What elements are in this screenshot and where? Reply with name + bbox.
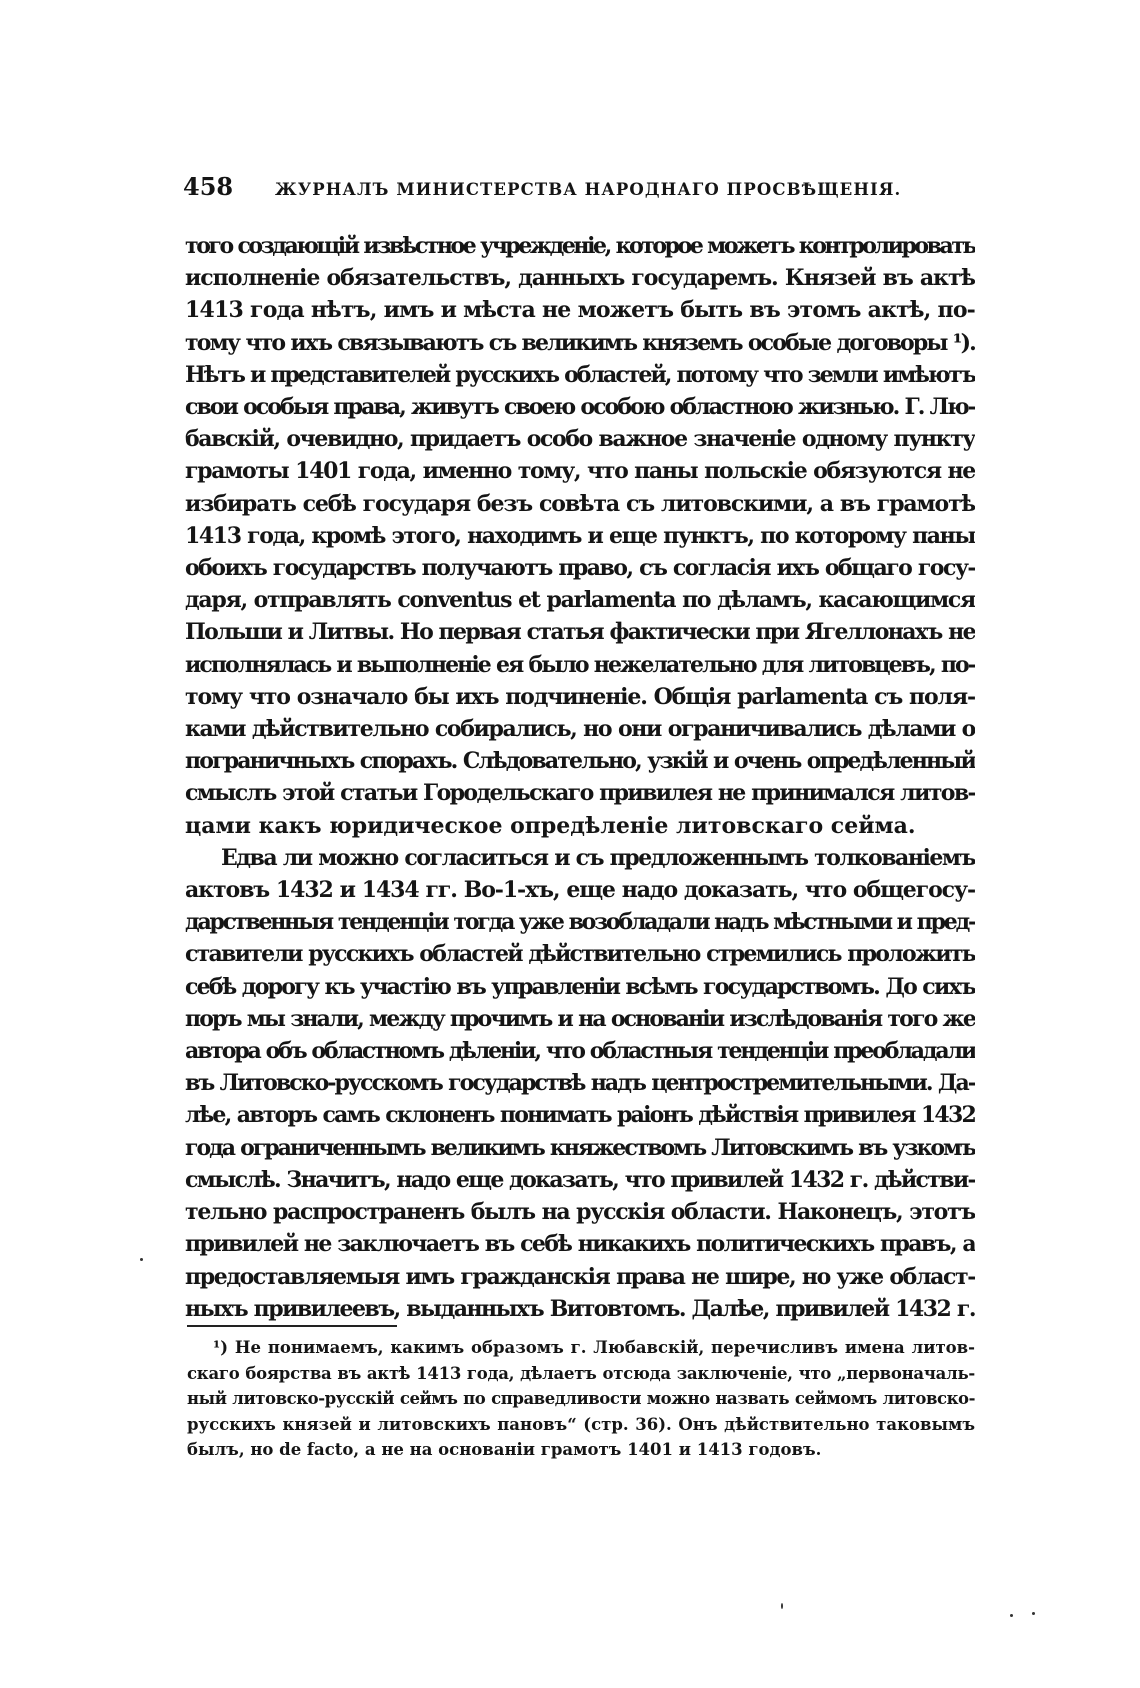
print-speck [1010, 1614, 1013, 1617]
page-header [183, 172, 978, 201]
footnote [187, 1335, 975, 1463]
text-line: свои особыя права, живутъ своею особою областною жизнью. Г. Лю- [185, 394, 975, 421]
print-speck [781, 1603, 783, 1609]
text-line: 1413 года нѣтъ, имъ и мѣста не можетъ быть въ этомъ актѣ, по- [185, 297, 975, 324]
text-line: тому что ихъ связываютъ съ великимъ княземъ особые договоры ¹). [185, 329, 975, 356]
footnote-line: скаго боярства въ актѣ 1413 года, дѣлаетъ отсюда заключеніе, что „первоначаль- [187, 1363, 975, 1383]
text-line: ныхъ привилеевъ, выданныхъ Витовтомъ. Далѣе, привилей 1432 г. [185, 1295, 975, 1322]
text-line: дарственныя тенденціи тогда уже возобладали надъ мѣстными и пред- [185, 909, 975, 936]
text-line: актовъ 1432 и 1434 гг. Во-1-хъ, еще надо доказать, что общегосу- [185, 877, 975, 904]
text-line: исполненіе обязательствъ, данныхъ государемъ. Князей въ актѣ [185, 265, 975, 292]
footnote-line: ный литовско-русскій сеймъ по справедливости можно назвать сеймомъ литовско- [187, 1389, 975, 1408]
footnote-line: ¹) Не понимаемъ, какимъ образомъ г. Любавскій, перечисливъ имена литов- [213, 1338, 975, 1357]
text-line: себѣ дорогу къ участію въ управленіи всѣмъ государствомъ. До сихъ [185, 973, 975, 1000]
print-speck [140, 1258, 143, 1261]
footnote-divider [187, 1325, 397, 1327]
text-line: тельно распространенъ былъ на русскія области. Наконецъ, этотъ [185, 1199, 975, 1226]
text-line: того создающій извѣстное учрежденіе, которое можетъ контролировать [185, 233, 975, 259]
text-line: ставители русскихъ областей дѣйствительно стремились проложить [185, 941, 975, 968]
text-line: года ограниченнымъ великимъ княжествомъ Литовскимъ въ узкомъ [185, 1134, 975, 1161]
print-speck [1032, 1612, 1035, 1615]
text-line: бавскій, очевидно, придаетъ особо важное значеніе одному пункту [185, 426, 975, 453]
text-line: смыслъ этой статьи Городельскаго привилея не принимался литов- [185, 780, 975, 807]
text-line: Нѣтъ и представителей русскихъ областей, потому что земли имѣютъ [185, 361, 975, 388]
footnote-line: былъ, но de facto, а не на основаніи грамотъ 1401 и 1413 годовъ. [187, 1440, 822, 1459]
text-line: ками дѣйствительно собирались, но они ограничивались дѣлами о [185, 716, 975, 743]
footnote-line: русскихъ князей и литовскихъ пановъ“ (стр. 36). Онъ дѣйствительно таковымъ [187, 1414, 975, 1434]
text-line: предоставляемыя имъ гражданскія права не шире, но уже област- [185, 1263, 975, 1290]
text-line: грамоты 1401 года, именно тому, что паны польскіе обязуются не [185, 458, 975, 485]
page-number: 458 [183, 172, 234, 201]
text-line: Едва ли можно согласиться и съ предложеннымъ толкованіемъ [221, 844, 975, 871]
text-line: избирать себѣ государя безъ совѣта съ литовскими, а въ грамотѣ [185, 490, 975, 517]
text-line: обоихъ государствъ получаютъ право, съ согласія ихъ общаго госу- [185, 555, 975, 582]
main-text [185, 230, 975, 1325]
text-line: смыслѣ. Значитъ, надо еще доказать, что привилей 1432 г. дѣйстви- [185, 1166, 975, 1193]
text-line: лѣе, авторъ самъ склоненъ понимать раіонъ дѣйствія привилея 1432 [185, 1102, 975, 1129]
paragraph-2 [185, 842, 975, 1325]
text-line: автора объ областномъ дѣленіи, что областныя тенденціи преобладали [185, 1038, 975, 1065]
text-line: 1413 года, кромѣ этого, находимъ и еще пунктъ, по которому паны [185, 522, 975, 549]
text-line: исполнялась и выполненіе ея было нежелательно для литовцевъ, по- [185, 651, 975, 678]
text-line: привилей не заключаетъ въ себѣ никакихъ политическихъ правъ, а [185, 1231, 975, 1258]
paragraph-1 [185, 230, 975, 842]
text-line: тому что означало бы ихъ подчиненіе. Общія parlamenta съ поля- [185, 683, 975, 710]
text-line: цами какъ юридическое опредѣленіе литовскаго сейма. [185, 812, 916, 839]
running-title: ЖУРНАЛЪ МИНИСТЕРСТВА НАРОДНАГО ПРОСВѢЩЕНІЯ. [275, 180, 902, 199]
text-line: даря, отправлять conventus et parlamenta по дѣламъ, касающимся [185, 587, 975, 614]
text-line: поръ мы знали, между прочимъ и на основаніи изслѣдованія того же [185, 1005, 975, 1032]
text-line: пограничныхъ спорахъ. Слѣдовательно, узкій и очень опредѣленный [185, 748, 975, 775]
text-line: Польши и Литвы. Но первая статья фактически при Ягеллонахъ не [185, 619, 975, 646]
text-line: въ Литовско-русскомъ государствѣ надъ центростремительными. Да- [185, 1070, 975, 1097]
